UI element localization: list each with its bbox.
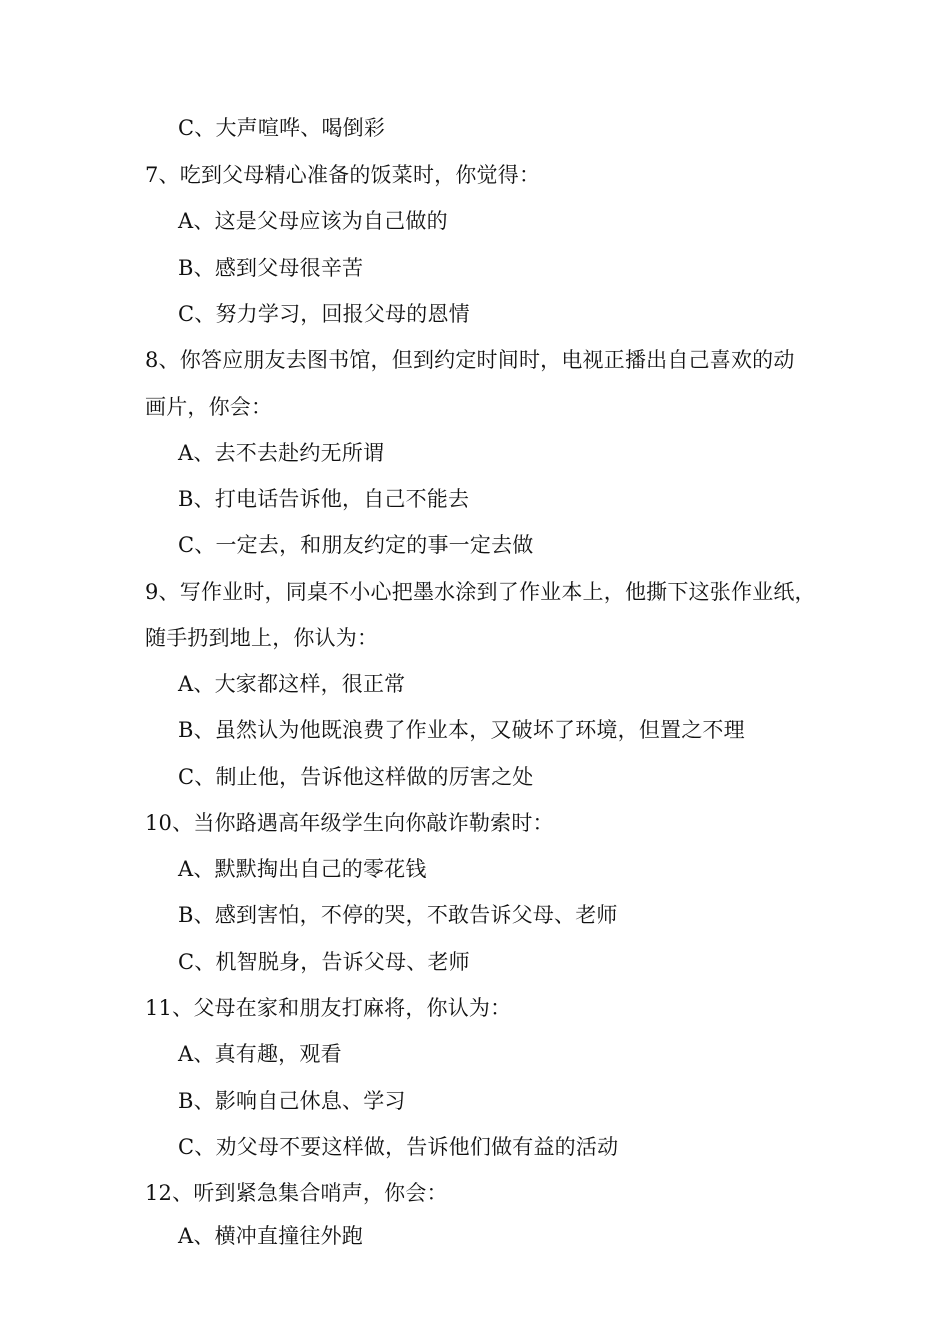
question-line: 12、听到紧急集合哨声，你会： — [145, 1181, 448, 1205]
question-line: 8、你答应朋友去图书馆，但到约定时间时，电视正播出自己喜欢的动 — [145, 348, 795, 372]
question-line: 随手扔到地上，你认为： — [145, 626, 379, 650]
option-line: A、这是父母应该为自己做的 — [178, 209, 448, 233]
option-line: A、横冲直撞往外跑 — [178, 1224, 363, 1248]
question-line: 11、父母在家和朋友打麻将，你认为： — [145, 996, 512, 1020]
option-line: A、默默掏出自己的零花钱 — [178, 857, 427, 881]
question-line: 10、当你路遇高年级学生向你敲诈勒索时： — [145, 811, 554, 835]
option-line: C、一定去，和朋友约定的事一定去做 — [178, 533, 534, 557]
question-line: 7、吃到父母精心准备的饭菜时，你觉得： — [145, 163, 541, 187]
option-line: B、虽然认为他既浪费了作业本，又破坏了环境，但置之不理 — [178, 718, 745, 742]
option-line: B、打电话告诉他，自己不能去 — [178, 487, 470, 511]
option-line: C、大声喧哗、喝倒彩 — [178, 116, 386, 140]
question-line: 9、写作业时，同桌不小心把墨水涂到了作业本上，他撕下这张作业纸， — [145, 580, 816, 604]
option-line: A、真有趣，观看 — [178, 1042, 342, 1066]
option-line: C、机智脱身，告诉父母、老师 — [178, 950, 470, 974]
option-line: B、感到父母很辛苦 — [178, 256, 364, 280]
option-line: C、劝父母不要这样做，告诉他们做有益的活动 — [178, 1135, 619, 1159]
option-line: C、制止他，告诉他这样做的厉害之处 — [178, 765, 534, 789]
option-line: B、影响自己休息、学习 — [178, 1089, 406, 1113]
question-line: 画片，你会： — [145, 395, 273, 419]
option-line: C、努力学习，回报父母的恩情 — [178, 302, 470, 326]
option-line: A、大家都这样，很正常 — [178, 672, 406, 696]
option-line: B、感到害怕，不停的哭，不敢告诉父母、老师 — [178, 903, 618, 927]
option-line: A、去不去赴约无所谓 — [178, 441, 385, 465]
